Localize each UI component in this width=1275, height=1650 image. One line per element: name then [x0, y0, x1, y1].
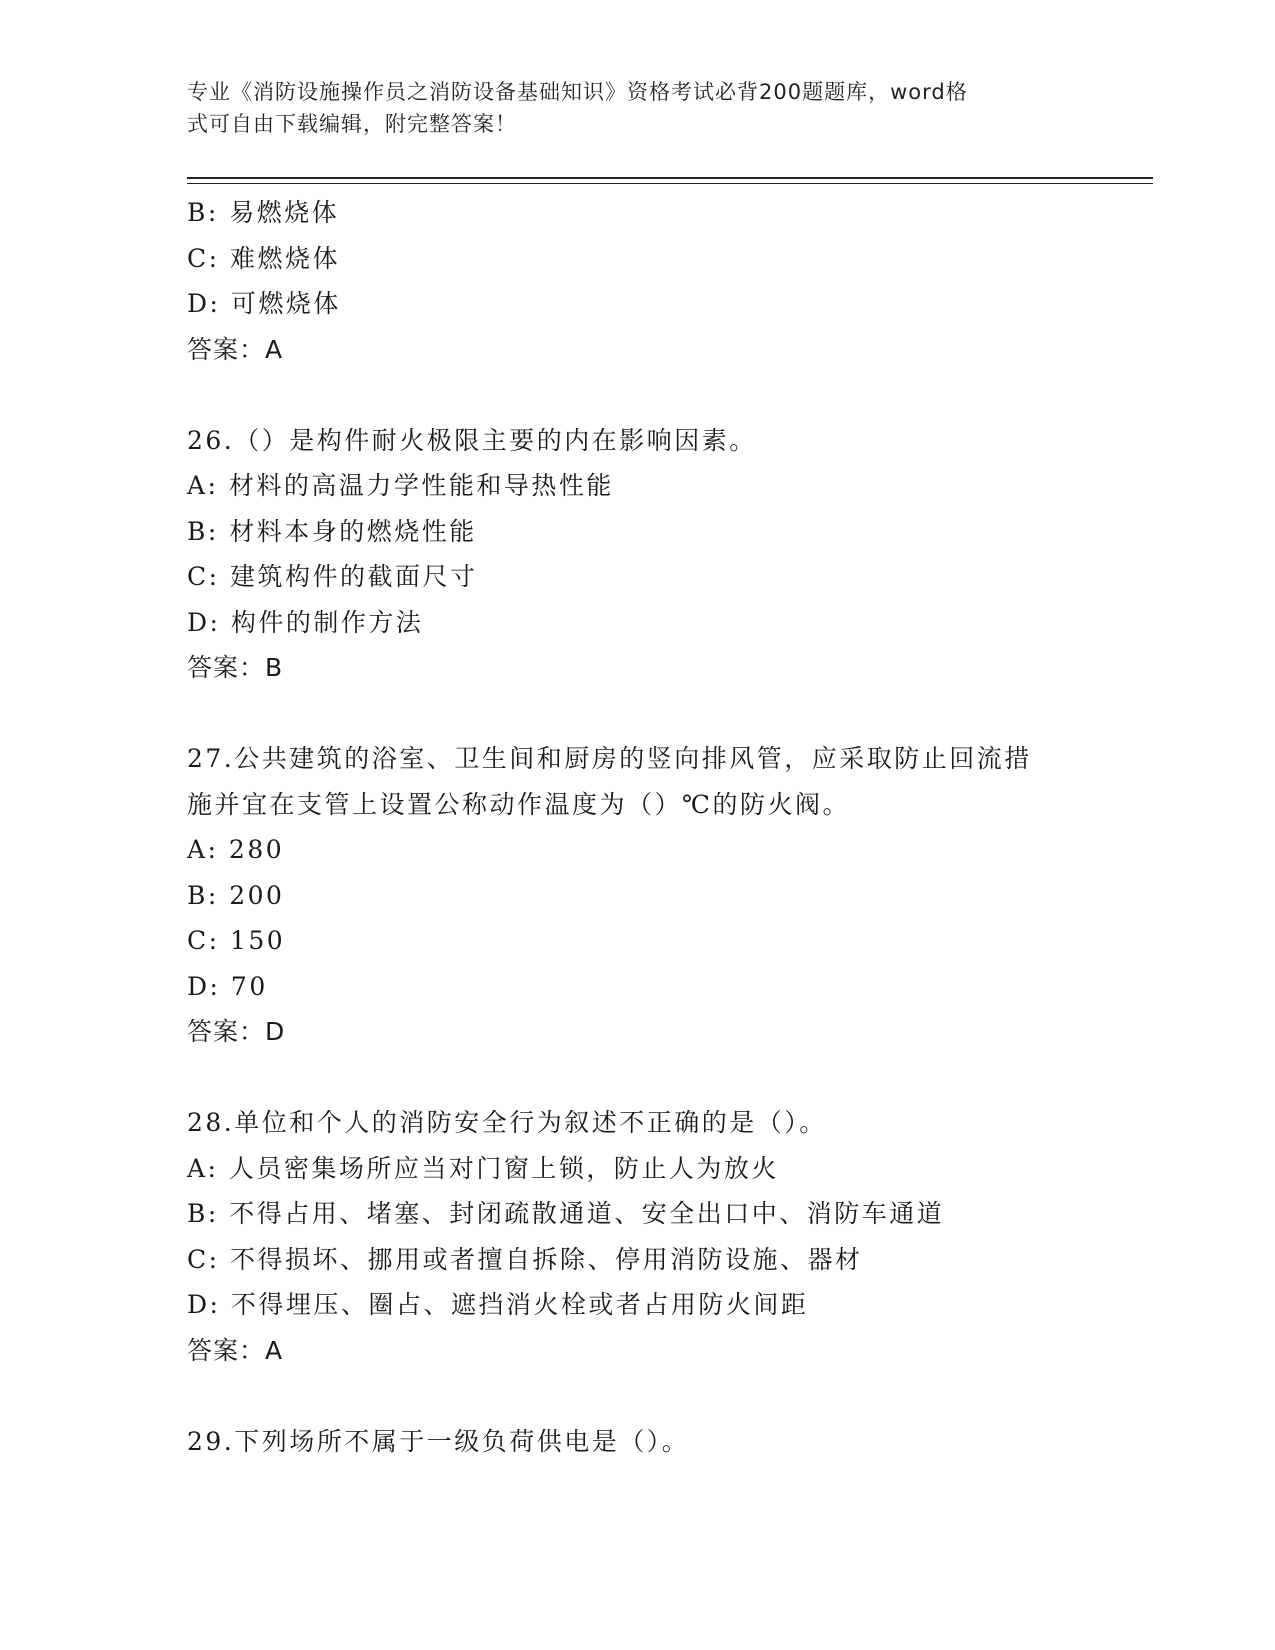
option-b: B: 易燃烧体: [187, 198, 340, 227]
question-stem-29: 29.下列场所不属于一级负荷供电是（）。: [187, 1426, 690, 1456]
answer-line: 答案：A: [187, 1335, 284, 1365]
option-b: B: 200: [187, 880, 285, 910]
header-line-1: 专业《消防设施操作员之消防设备基础知识》资格考试必背200题题库，word格: [187, 80, 968, 104]
option-b: B: 不得占用、堵塞、封闭疏散通道、安全出口中、消防车通道: [187, 1199, 945, 1228]
question-stem-26: 26.（）是构件耐火极限主要的内在影响因素。: [187, 425, 757, 455]
question-stem-27-line-1: 27.公共建筑的浴室、卫生间和厨房的竖向排风管，应采取防止回流措: [187, 744, 1032, 773]
option-a: A: 材料的高温力学性能和导热性能: [187, 471, 614, 500]
option-a: A: 280: [187, 835, 285, 864]
question-stem-28: 28.单位和个人的消防安全行为叙述不正确的是（）。: [187, 1108, 827, 1137]
option-a: A: 人员密集场所应当对门窗上锁，防止人为放火: [187, 1153, 779, 1183]
option-d: D: 70: [187, 971, 268, 1001]
answer-line: 答案：D: [187, 1017, 286, 1046]
answer-line: 答案：A: [187, 334, 284, 364]
option-d: D: 构件的制作方法: [187, 607, 424, 637]
question-content: [187, 190, 1147, 1464]
document-header: [187, 76, 1067, 140]
answer-line: 答案：B: [187, 653, 284, 682]
option-d: D: 可燃烧体: [187, 289, 341, 318]
option-b: B: 材料本身的燃烧性能: [187, 516, 477, 546]
option-c: C: 建筑构件的截面尺寸: [187, 562, 478, 591]
option-c: C: 难燃烧体: [187, 243, 340, 273]
header-divider-thin: [187, 183, 1153, 184]
question-stem-27-line-2: 施并宜在支管上设置公称动作温度为（）℃的防火阀。: [187, 789, 850, 819]
option-d: D: 不得埋压、圈占、遮挡消火栓或者占用防火间距: [187, 1290, 809, 1319]
option-c: C: 150: [187, 926, 286, 955]
option-c: C: 不得损坏、挪用或者擅自拆除、停用消防设施、器材: [187, 1244, 863, 1274]
header-divider-thick: [187, 177, 1153, 179]
header-line-2: 式可自由下载编辑，附完整答案！: [187, 112, 517, 136]
